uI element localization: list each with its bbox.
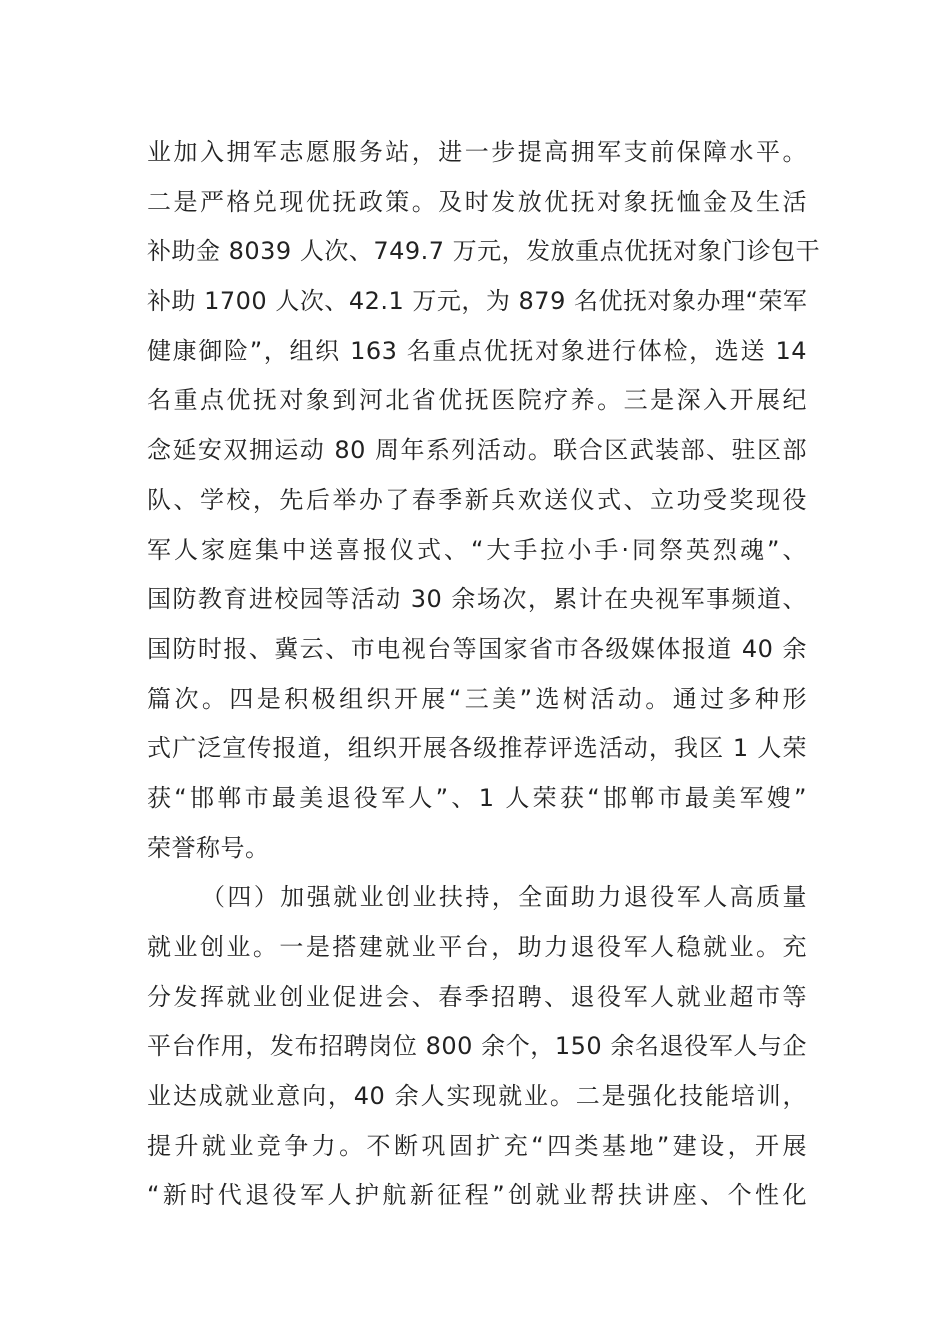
text-line: 就业创业。一是搭建就业平台，助力退役军人稳就业。充 [147, 933, 807, 961]
text-line: 篇次。四是积极组织开展“三美”选树活动。通过多种形 [147, 684, 807, 713]
section-heading-line: （四）加强就业创业扶持，全面助力退役军人高质量 [201, 883, 807, 912]
text-line: 平台作用，发布招聘岗位 800 余个，150 余名退役军人与企 [147, 1032, 807, 1061]
text-line: 二是严格兑现优抚政策。及时发放优抚对象抚恤金及生活 [147, 187, 807, 216]
text-line: 健康御险”，组织 163 名重点优抚对象进行体检，选送 14 [147, 336, 807, 365]
body-text [147, 128, 821, 1221]
text-line: 分发挥就业创业促进会、春季招聘、退役军人就业超市等 [147, 982, 807, 1011]
text-line: “新时代退役军人护航新征程”创就业帮扶讲座、个性化 [147, 1181, 807, 1210]
text-line: 队、学校，先后举办了春季新兵欢送仪式、立功受奖现役 [147, 485, 807, 514]
text-line: 念延安双拥运动 80 周年系列活动。联合区武装部、驻区部 [147, 436, 807, 465]
paragraph-2 [147, 873, 807, 1221]
text-line: 国防教育进校园等活动 30 余场次，累计在央视军事频道、 [147, 585, 807, 614]
text-line: 业加入拥军志愿服务站，进一步提高拥军支前保障水平。 [147, 138, 807, 166]
text-line: 补助金 8039 人次、749.7 万元，发放重点优抚对象门诊包干 [147, 237, 821, 266]
text-line: 国防时报、冀云、市电视台等国家省市各级媒体报道 40 余 [147, 634, 807, 663]
text-line: 式广泛宣传报道，组织开展各级推荐评选活动，我区 1 人荣 [147, 734, 807, 763]
text-line: 获“邯郸市最美退役军人”、1 人荣获“邯郸市最美军嫂” [147, 783, 807, 812]
text-line: 荣誉称号。 [147, 833, 270, 862]
text-line: 业达成就业意向，40 余人实现就业。二是强化技能培训， [147, 1082, 807, 1111]
text-line: 名重点优抚对象到河北省优抚医院疗养。三是深入开展纪 [147, 386, 807, 415]
text-line: 军人家庭集中送喜报仪式、“大手拉小手·同祭英烈魂”、 [147, 535, 807, 564]
text-line: 提升就业竞争力。不断巩固扩充“四类基地”建设，开展 [147, 1131, 807, 1160]
paragraph-1 [147, 128, 821, 873]
text-line: 补助 1700 人次、42.1 万元，为 879 名优抚对象办理“荣军 [147, 287, 808, 316]
